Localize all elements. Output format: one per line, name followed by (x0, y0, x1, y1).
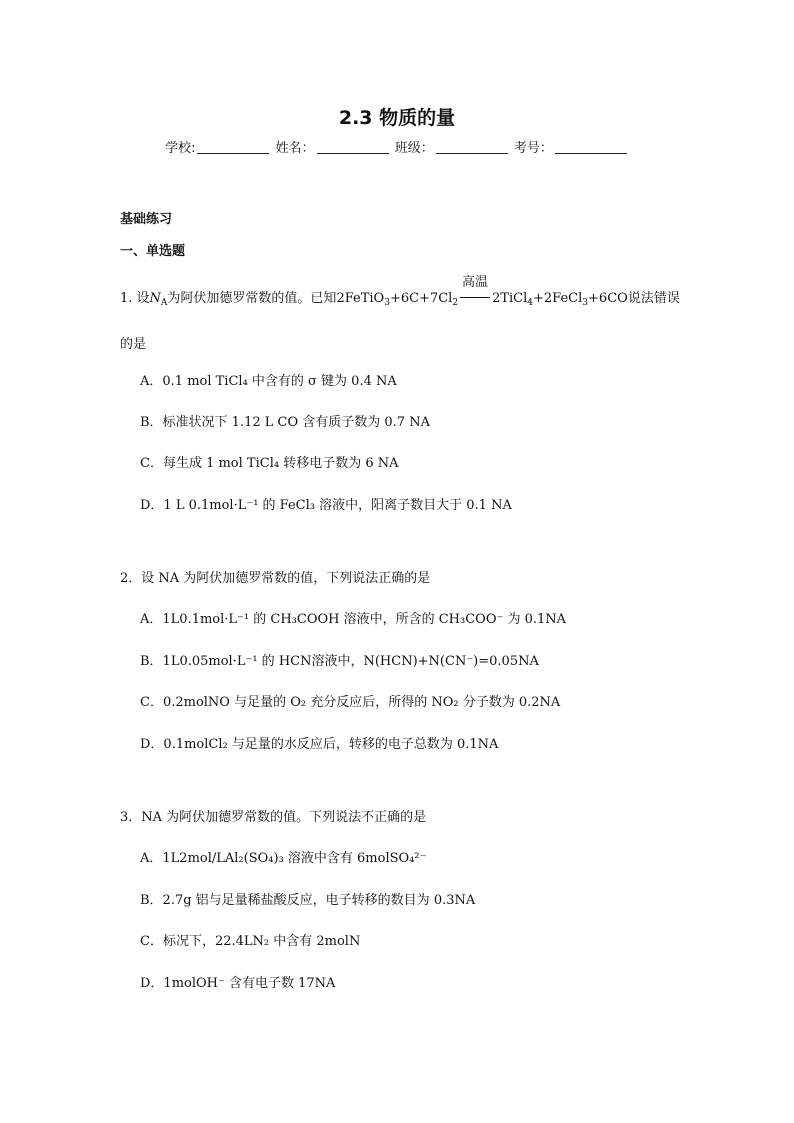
question-1-stem (120, 275, 680, 308)
q1-prefix: 1. 设 (120, 291, 150, 306)
q1-text2: 说法错误 (627, 291, 680, 306)
name-blank[interactable] (317, 141, 389, 154)
q1-products1: 2TiCl (492, 291, 528, 306)
class-label: 班级： (394, 141, 434, 156)
arrow-line (460, 297, 490, 298)
question-1-cont: 的是 (120, 337, 147, 352)
question-3-stem: 3．NA 为阿伏加德罗常数的值。下列说法不正确的是 (120, 810, 427, 825)
q1-reactants: 2FeTiO (336, 291, 385, 306)
q1-na: N (149, 291, 161, 306)
student-info-line (0, 137, 794, 156)
reaction-condition: 高温 (462, 275, 489, 290)
q1-products2: +2FeCl (533, 291, 583, 306)
q1-option-a[interactable]: A．0.1 mol TiCl₄ 中含有的 σ 键为 0.4 NA (140, 374, 397, 389)
name-label: 姓名： (275, 141, 315, 156)
q3-option-c[interactable]: C．标况下，22.4LN₂ 中含有 2molN (140, 934, 361, 949)
q1-option-b[interactable]: B．标准状况下 1.12 L CO 含有质子数为 0.7 NA (140, 415, 430, 430)
section-basic: 基础练习 (120, 212, 173, 227)
q1-option-d[interactable]: D．1 L 0.1mol·L⁻¹ 的 FeCl₃ 溶液中，阳离子数目大于 0.1 NA (140, 498, 512, 513)
q1-na-sub: A (160, 298, 168, 308)
q2-option-b[interactable]: B．1L0.05mol·L⁻¹ 的 HCN溶液中，N(HCN)+N(CN⁻)=0.05NA (140, 654, 539, 669)
q3-option-b[interactable]: B．2.7g 铝与足量稀盐酸反应，电子转移的数目为 0.3NA (140, 893, 476, 908)
q2-option-d[interactable]: D．0.1molCl₂ 与足量的水反应后，转移的电子总数为 0.1NA (140, 737, 499, 752)
school-blank[interactable] (197, 141, 269, 154)
q1-sub: 3 (384, 298, 390, 308)
q3-option-d[interactable]: D．1molOH⁻ 含有电子数 17NA (140, 976, 336, 991)
q1-sub: 4 (527, 298, 534, 308)
q1-products3: +6CO (588, 291, 628, 306)
q1-sub: 3 (582, 298, 589, 308)
section-single-choice: 一、单选题 (120, 244, 186, 259)
number-blank[interactable] (555, 141, 627, 154)
number-label: 考号： (513, 141, 553, 156)
class-blank[interactable] (436, 141, 508, 154)
reaction-arrow (460, 275, 490, 306)
school-label: 学校: (165, 141, 196, 156)
q1-sub: 2 (452, 298, 459, 308)
question-2-stem: 2．设 NA 为阿伏加德罗常数的值，下列说法正确的是 (120, 571, 431, 586)
q2-option-c[interactable]: C．0.2molNO 与足量的 O₂ 充分反应后，所得的 NO₂ 分子数为 0.2NA (140, 695, 561, 710)
q2-option-a[interactable]: A．1L0.1mol·L⁻¹ 的 CH₃COOH 溶液中，所含的 CH₃COO⁻ 为 0.1NA (140, 612, 567, 627)
page-title: 2.3 物质的量 (338, 107, 456, 129)
q1-option-c[interactable]: C．每生成 1 mol TiCl₄ 转移电子数为 6 NA (140, 456, 399, 471)
q1-text1: 为阿伏加德罗常数的值。已知 (167, 291, 337, 306)
q1-reactants2: +6C+7Cl (389, 291, 453, 306)
q3-option-a[interactable]: A．1L2mol/LAl₂(SO₄)₃ 溶液中含有 6molSO₄²⁻ (140, 851, 427, 866)
